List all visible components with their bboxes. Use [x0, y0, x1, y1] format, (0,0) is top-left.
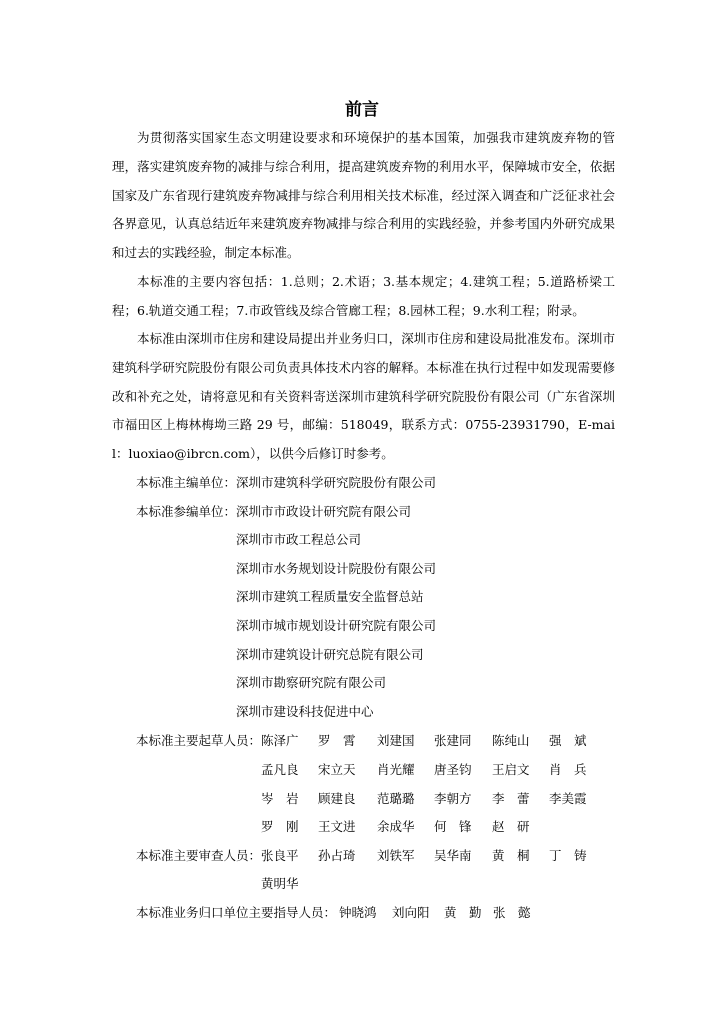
- drafter-name: 罗 霄: [318, 733, 356, 748]
- page-title: 前言: [345, 100, 379, 120]
- drafter-name: 孟凡良: [261, 762, 299, 777]
- drafter-name: 罗 刚: [261, 819, 299, 834]
- reviewer-name: 刘铁军: [377, 848, 415, 863]
- drafter-name: 李朝方: [434, 791, 472, 806]
- drafter-name: 唐圣钧: [434, 762, 472, 777]
- drafter-name: 余成华: [377, 819, 415, 834]
- participating-units-label: 本标准参编单位：: [136, 504, 237, 519]
- drafter-name: 王启文: [492, 762, 530, 777]
- participating-unit: 深圳市建设科技促进中心: [236, 704, 374, 719]
- participating-unit: 深圳市城市规划设计研究院有限公司: [236, 618, 437, 633]
- drafter-name: 陈泽广: [261, 733, 299, 748]
- preface-paragraph-3: 本标准由深圳市住房和建设局提出并业务归口，深圳市住房和建设局批准发布。深圳市建筑科学研究院股份有限公司负责具体技术内容的解释。本标准在执行过程中如发现需要修改和补充之处，请将意见和有关资料寄送深圳市建筑科学研究院股份有限公司（广东省深圳市福田区上梅林梅坳三路 29 号，邮编：518049，联系方式：0755-23931790，E-mail：luoxiao@ibrcn.com），以供今后修订时参考。: [112, 331, 615, 462]
- drafter-name: 宋立天: [318, 762, 356, 777]
- reviewer-name: 张良平: [261, 848, 299, 863]
- drafter-name: 岑 岩: [261, 791, 299, 806]
- participating-unit: 深圳市建筑设计研究总院有限公司: [236, 647, 424, 662]
- drafters-label: 本标准主要起草人员：: [136, 733, 262, 748]
- preface-paragraph-2: 本标准的主要内容包括：1.总则；2.术语；3.基本规定；4.建筑工程；5.道路桥梁工程；6.轨道交通工程；7.市政管线及综合管廊工程；8.园林工程；9.水利工程；附录。: [112, 274, 615, 318]
- drafter-name: 强 斌: [549, 733, 587, 748]
- drafter-name: 范璐璐: [377, 791, 415, 806]
- drafter-name: 何 锋: [434, 819, 472, 834]
- participating-unit: 深圳市建筑工程质量安全监督总站: [236, 589, 424, 604]
- guidance-name: 刘向阳: [392, 905, 430, 920]
- reviewer-name: 吴华南: [434, 848, 472, 863]
- reviewers-label: 本标准主要审查人员：: [136, 848, 262, 863]
- chief-unit-name: 深圳市建筑科学研究院股份有限公司: [236, 475, 437, 490]
- drafter-name: 刘建国: [377, 733, 415, 748]
- drafter-name: 李美霞: [549, 791, 587, 806]
- participating-unit: 深圳市勘察研究院有限公司: [236, 675, 387, 690]
- drafter-name: 肖 兵: [549, 762, 587, 777]
- participating-unit: 深圳市市政设计研究院有限公司: [236, 504, 412, 519]
- drafter-name: 陈纯山: [492, 733, 530, 748]
- drafter-name: 张建同: [434, 733, 472, 748]
- reviewer-name: 孙占琦: [318, 848, 356, 863]
- reviewer-name: 黄明华: [261, 876, 299, 891]
- drafter-name: 肖光耀: [377, 762, 415, 777]
- drafter-name: 李 蕾: [492, 791, 530, 806]
- guidance-label: 本标准业务归口单位主要指导人员：: [136, 905, 337, 920]
- drafter-name: 赵 研: [492, 819, 530, 834]
- participating-unit: 深圳市市政工程总公司: [236, 532, 362, 547]
- drafter-name: 王文进: [318, 819, 356, 834]
- guidance-name: 张 懿: [493, 905, 531, 920]
- guidance-name: 钟晓鸿: [339, 905, 377, 920]
- chief-unit-label: 本标准主编单位：: [136, 475, 237, 490]
- drafter-name: 顾建良: [318, 791, 356, 806]
- guidance-name: 黄 勤: [444, 905, 482, 920]
- preface-paragraph-1: 为贯彻落实国家生态文明建设要求和环境保护的基本国策，加强我市建筑废弃物的管理，落实建筑废弃物的减排与综合利用，提高建筑废弃物的利用水平，保障城市安全，依据国家及广东省现行建筑废弃物减排与综合利用相关技术标准，经过深入调查和广泛征求社会各界意见，认真总结近年来建筑废弃物减排与综合利用的实践经验，并参考国内外研究成果和过去的实践经验，制定本标准。: [112, 130, 615, 261]
- participating-unit: 深圳市水务规划设计院股份有限公司: [236, 561, 437, 576]
- reviewer-name: 丁 铸: [549, 848, 587, 863]
- reviewer-name: 黄 桐: [492, 848, 530, 863]
